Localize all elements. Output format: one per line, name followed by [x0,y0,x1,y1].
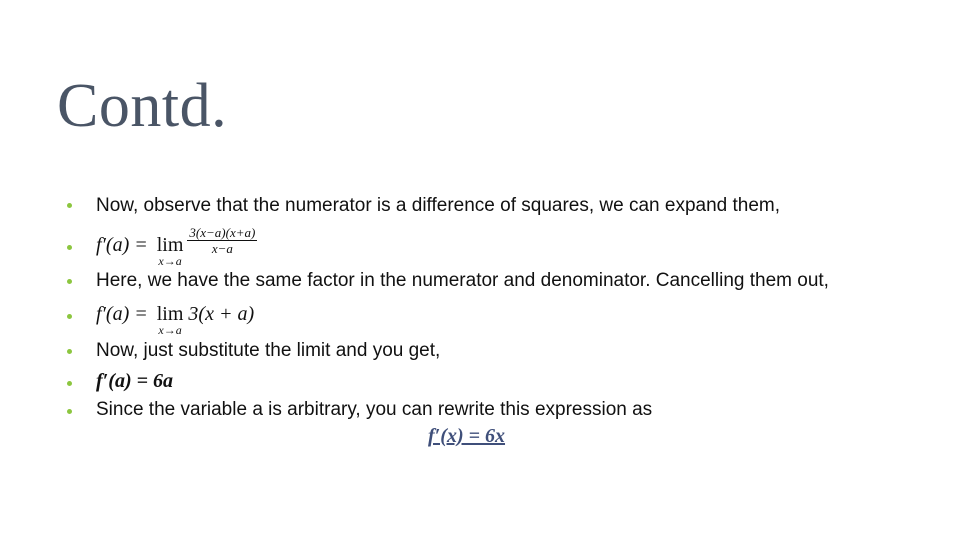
bullet-marker [67,310,75,319]
equation-lhs: f′(a) = [96,303,153,325]
equation-lhs: f′(a) = [96,234,153,256]
limit-operator [157,302,184,336]
limit-subscript: x→a [158,254,182,268]
fraction [187,225,257,257]
limit-word: lim [156,234,184,256]
limit-word: lim [156,303,184,325]
slide-title: Contd. [57,72,228,140]
fraction-denominator: x−a [211,241,233,256]
final-result: f′(x) = 6x [428,425,506,447]
limit-subscript: x→a [158,323,182,337]
bullet-text-7: Since the variable a is arbitrary, you can rewrite this expression as [96,399,653,420]
equation-expression: 3(x + a) [188,303,255,325]
limit-operator [157,233,184,267]
bullet-marker [67,405,75,414]
bullet-marker [67,275,75,284]
bullet-text-5: Now, just substitute the limit and you get, [96,340,441,361]
fraction-numerator: 3(x−a)(x+a) [189,225,256,240]
bullet-marker [67,345,75,354]
equation-expression: f′(a) = 6a [96,370,174,392]
equation-limit-simplified [96,302,254,336]
bullet-marker [67,199,75,208]
bullet-text-3: Here, we have the same factor in the numerator and denominator. Cancelling them out, [96,270,829,291]
bullet-marker [67,241,75,250]
bullet-marker [67,377,75,386]
equation-result [96,369,173,393]
bullet-text-1: Now, observe that the numerator is a difference of squares, we can expand them, [96,195,781,216]
equation-limit-fraction [96,225,257,268]
